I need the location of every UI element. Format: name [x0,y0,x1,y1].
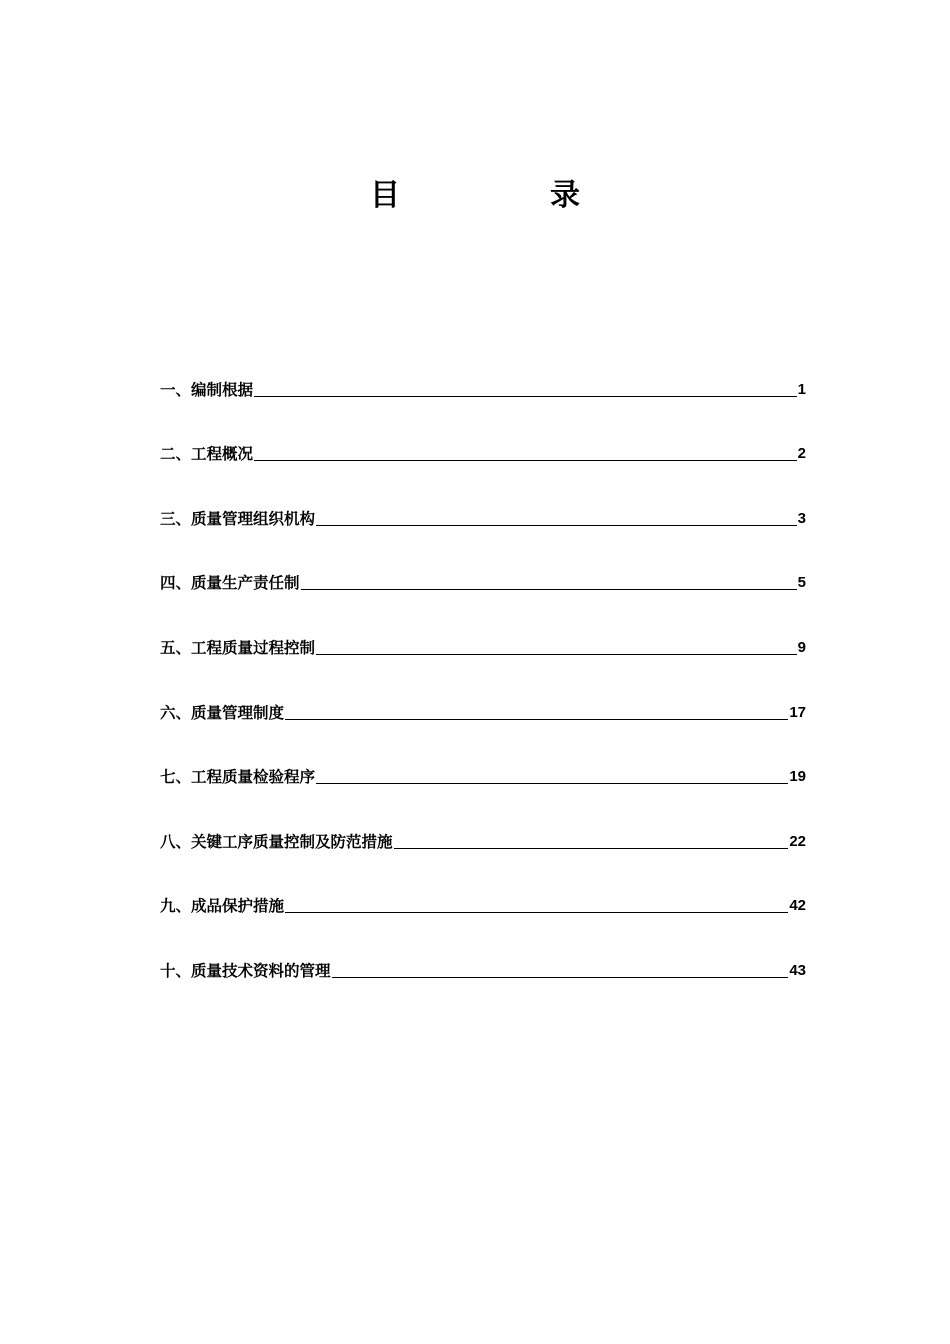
toc-leader-line [316,524,797,526]
toc-page-number: 3 [797,509,806,527]
toc-entry-2[interactable] [160,400,806,465]
toc-entry-label: 三、质量管理组织机构 [160,509,316,528]
toc-page-number: 17 [789,703,806,721]
toc-leader-line [285,718,788,720]
toc-entry-label: 六、质量管理制度 [160,703,285,722]
toc-page-number: 42 [789,897,806,915]
toc-entry-4[interactable] [160,529,806,594]
toc-page-number: 19 [789,768,806,786]
table-of-contents [160,335,806,981]
toc-leader-line [332,976,789,978]
toc-leader-line [254,459,797,461]
page-title: 目 录 [370,178,640,213]
toc-entry-label: 九、成品保护措施 [160,897,285,916]
toc-leader-line [316,782,788,784]
toc-page-number: 5 [797,574,806,592]
toc-page-number: 2 [797,445,806,463]
toc-entry-7[interactable] [160,723,806,788]
toc-entry-label: 十、质量技术资料的管理 [160,961,331,980]
toc-page-number: 9 [797,638,806,656]
toc-entry-5[interactable] [160,593,806,658]
toc-leader-line [254,395,797,397]
toc-leader-line [394,847,789,849]
toc-leader-line [316,653,797,655]
toc-entry-label: 一、编制根据 [160,380,254,399]
toc-entry-9[interactable] [160,852,806,917]
toc-entry-label: 二、工程概况 [160,445,254,464]
toc-entry-8[interactable] [160,787,806,852]
toc-entry-label: 五、工程质量过程控制 [160,638,316,657]
toc-page-number: 43 [789,961,806,979]
toc-leader-line [285,911,788,913]
toc-entry-label: 七、工程质量检验程序 [160,768,316,787]
toc-entry-label: 八、关键工序质量控制及防范措施 [160,832,393,851]
toc-entry-6[interactable] [160,658,806,723]
toc-leader-line [301,588,797,590]
toc-entry-10[interactable] [160,916,806,981]
toc-entry-1[interactable] [160,335,806,400]
toc-page-number: 1 [797,380,806,398]
toc-entry-3[interactable] [160,464,806,529]
toc-page-number: 22 [789,832,806,850]
toc-entry-label: 四、质量生产责任制 [160,574,300,593]
